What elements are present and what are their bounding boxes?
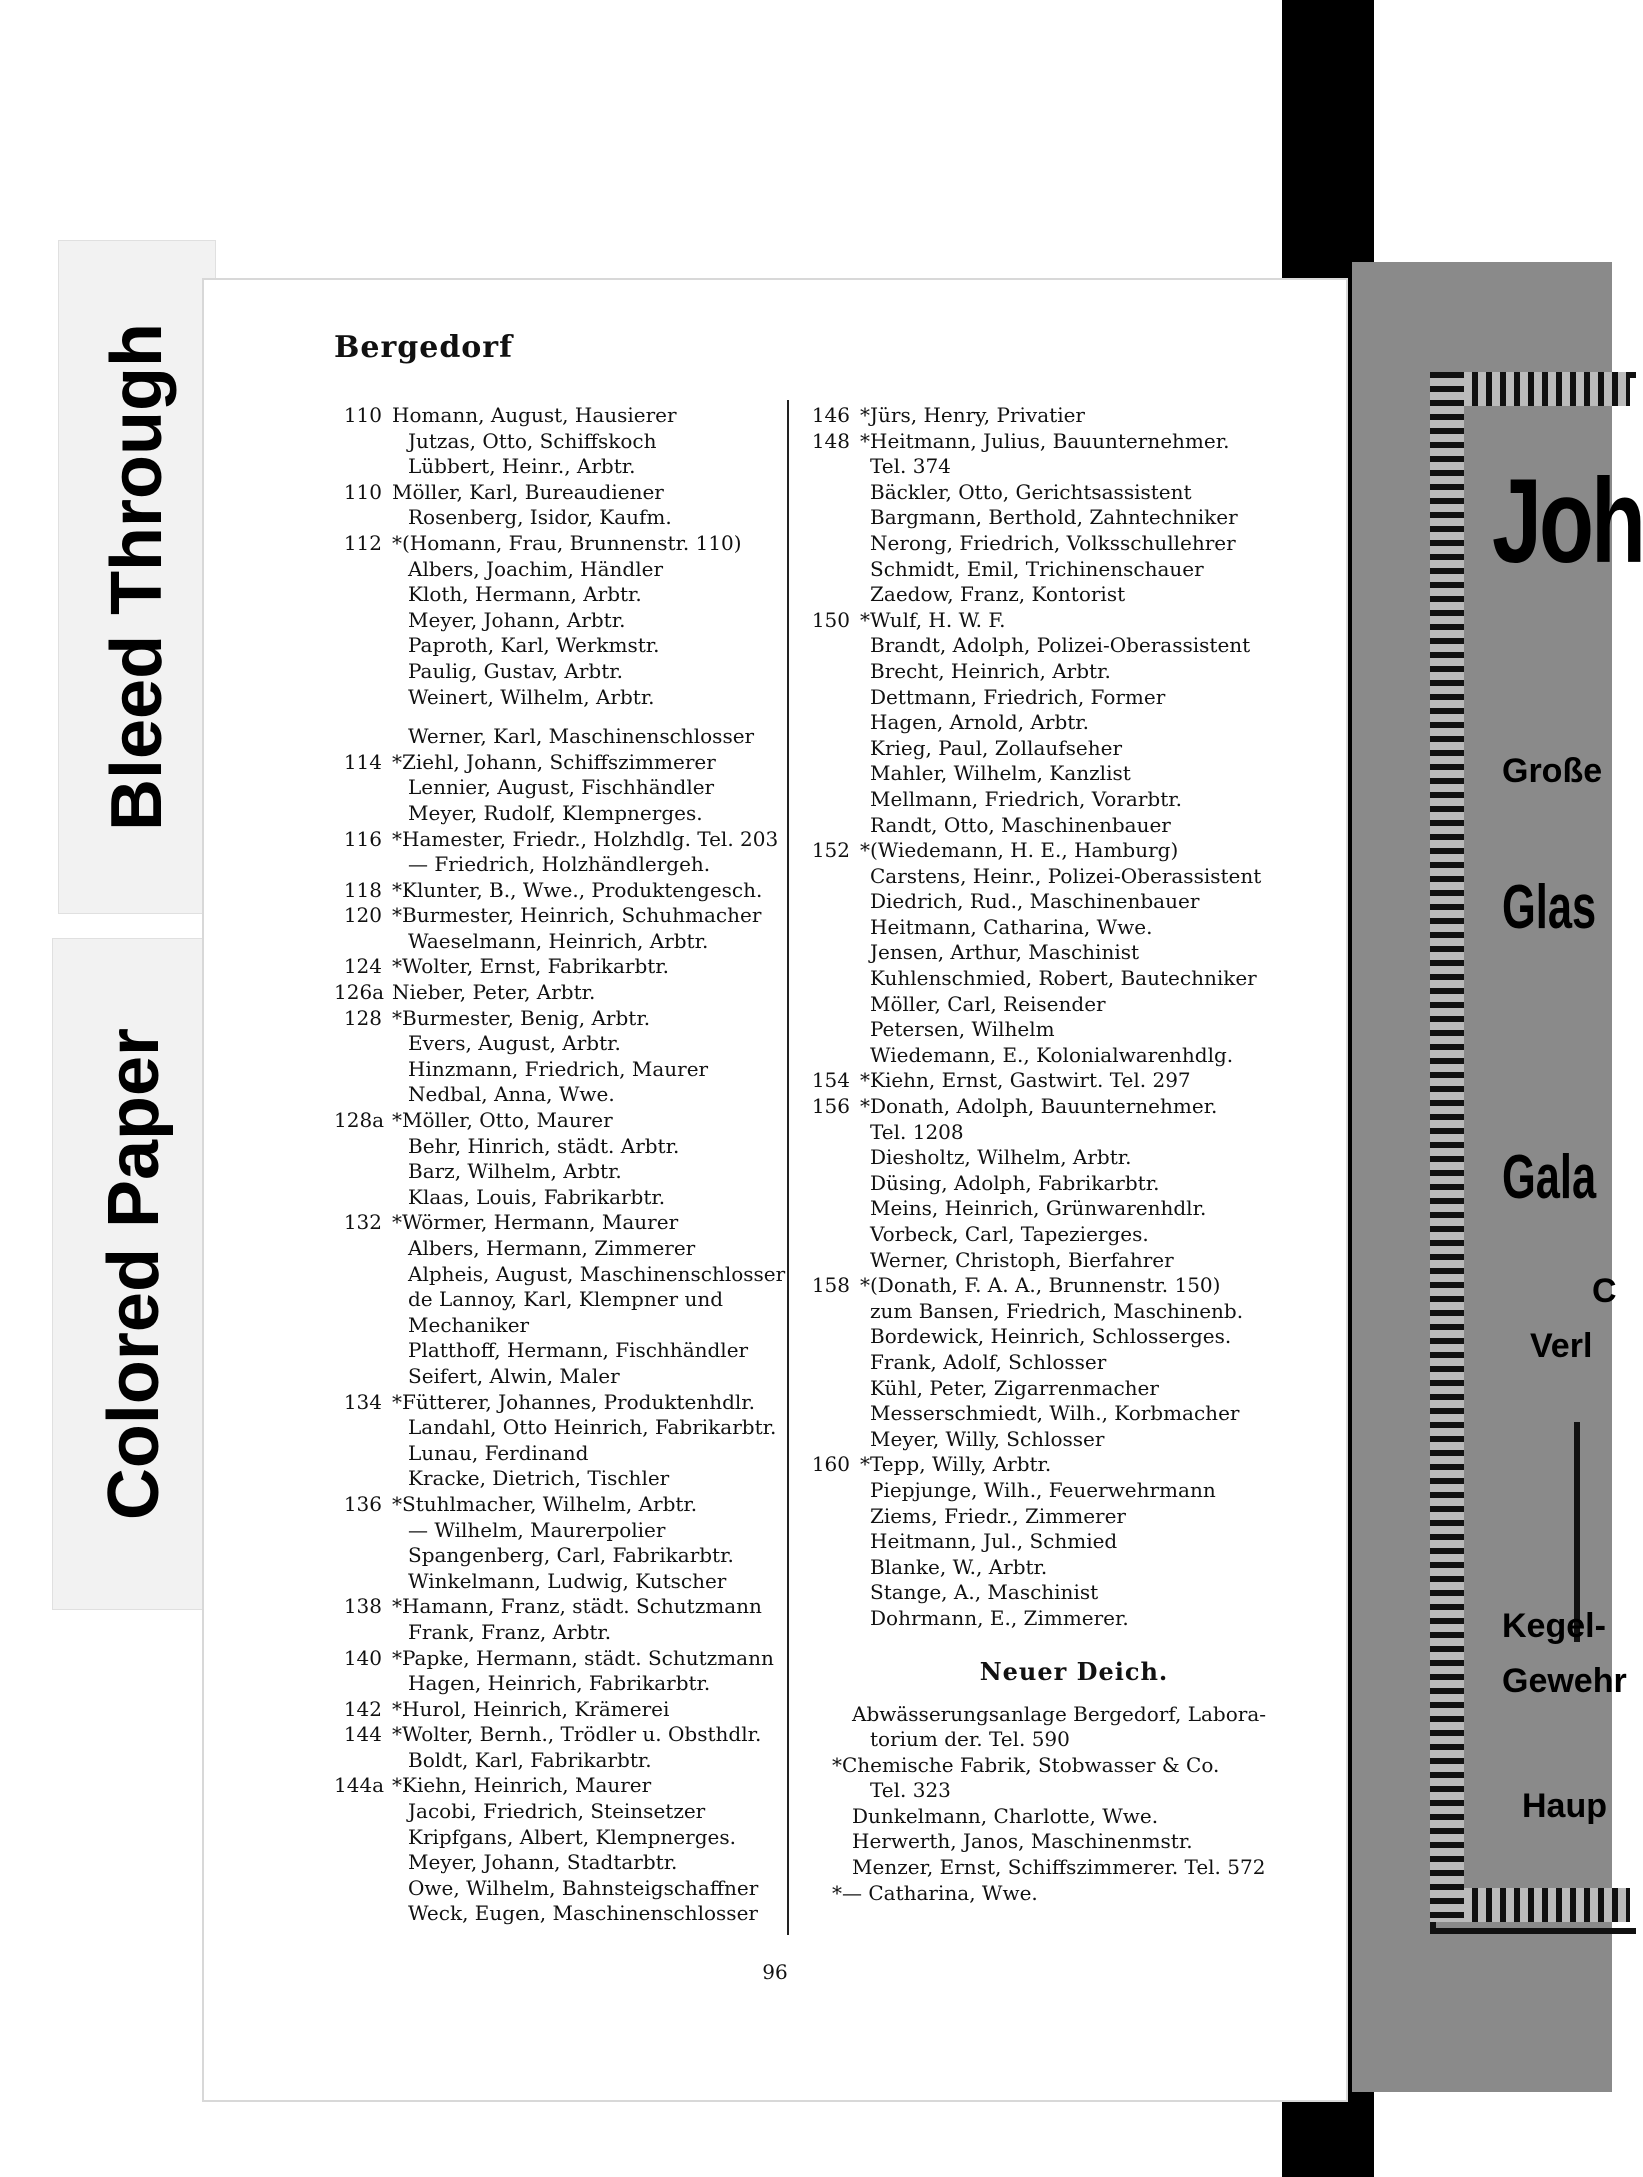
- entry-row: [804, 1376, 1324, 1402]
- entry-row: [804, 1171, 1324, 1197]
- resident-entry: Lennier, August, Fischhändler: [408, 775, 715, 800]
- entry-row: [334, 1082, 774, 1108]
- entry-row: [334, 685, 774, 711]
- entry-row: [804, 813, 1324, 839]
- neighbor-fragment: Große: [1502, 752, 1603, 790]
- resident-entry: Vorbeck, Carl, Tapezierges.: [870, 1222, 1149, 1246]
- entry-row: [804, 736, 1324, 762]
- resident-entry: Brandt, Adolph, Polizei-Oberassistent: [870, 633, 1251, 658]
- resident-entry: Barz, Wilhelm, Arbtr.: [408, 1159, 622, 1184]
- resident-entry: *Hamann, Franz, städt. Schutzmann: [392, 1594, 762, 1619]
- entry-row: [334, 852, 774, 878]
- resident-entry: *(Wiedemann, H. E., Hamburg): [860, 838, 1179, 863]
- resident-entry: Owe, Wilhelm, Bahnsteigschaffner: [408, 1875, 759, 1900]
- entry-row: [804, 1606, 1324, 1632]
- resident-entry: *Donath, Adolph, Bauunternehmer.: [860, 1094, 1218, 1119]
- house-number: 142: [343, 1696, 382, 1721]
- entry-row: [334, 1390, 774, 1416]
- resident-entry: Homann, August, Hausierer: [392, 403, 677, 427]
- resident-entry: Kühl, Peter, Zigarrenmacher: [870, 1375, 1159, 1400]
- resident-entry: *Hamester, Friedr., Holzhdlg. Tel. 203: [392, 826, 779, 851]
- resident-entry: Platthoff, Hermann, Fischhändler: [408, 1338, 749, 1363]
- entry-row: [334, 403, 774, 429]
- business-entry: Herwerth, Janos, Maschinenmstr.: [852, 1829, 1193, 1854]
- entry-row: [804, 1401, 1324, 1427]
- resident-entry: Zaedow, Franz, Kontorist: [870, 582, 1126, 607]
- entry-row: [804, 1068, 1324, 1094]
- entry-row: [334, 1876, 774, 1902]
- entry-row: [804, 864, 1324, 890]
- resident-entry: *Wulf, H. W. F.: [860, 607, 1006, 632]
- entry-row: [334, 1261, 786, 1288]
- business-entry: Menzer, Ernst, Schiffszimmerer. Tel. 572: [852, 1855, 1266, 1880]
- entry-row: [334, 633, 774, 659]
- entry-row: [334, 480, 774, 506]
- business-entry: Dunkelmann, Charlotte, Wwe.: [852, 1803, 1159, 1828]
- house-number: 112: [343, 530, 382, 555]
- resident-entry: Dohrmann, E., Zimmerer.: [870, 1605, 1129, 1630]
- house-number: 134: [343, 1389, 382, 1414]
- resident-entry: Winkelmann, Ludwig, Kutscher: [408, 1568, 727, 1593]
- resident-entry: Hagen, Arnold, Arbtr.: [870, 710, 1090, 735]
- entry-row: [334, 1825, 774, 1851]
- entry-row: [804, 1427, 1324, 1453]
- entry-row: [804, 1299, 1324, 1325]
- entry-row: [804, 1778, 1324, 1804]
- entry-row: [334, 954, 774, 980]
- resident-entry: Bargmann, Berthold, Zahntechniker: [870, 505, 1238, 530]
- resident-entry: Randt, Otto, Maschinenbauer: [870, 812, 1171, 837]
- resident-entry: Krieg, Paul, Zollaufseher: [870, 735, 1123, 760]
- entry-row: [804, 1555, 1324, 1581]
- entry-row: [334, 1748, 774, 1774]
- resident-entry: Rosenberg, Isidor, Kaufm.: [408, 505, 672, 530]
- left-column: [334, 403, 786, 1927]
- resident-entry: Kripfgans, Albert, Klempnerges.: [408, 1824, 736, 1849]
- entry-row: [334, 1671, 774, 1697]
- resident-entry: *Wolter, Bernh., Trödler u. Obsthdlr.: [392, 1722, 762, 1747]
- resident-entry: Düsing, Adolph, Fabrikarbtr.: [870, 1170, 1160, 1195]
- entry-row: [804, 1248, 1324, 1274]
- resident-entry: — Friedrich, Holzhändlergeh.: [408, 852, 711, 877]
- entry-row: [334, 1594, 774, 1620]
- resident-entry: Spangenberg, Carl, Fabrikarbtr.: [408, 1543, 734, 1568]
- entry-row: [334, 1057, 774, 1083]
- house-number: 140: [343, 1645, 382, 1670]
- entry-row: [804, 1324, 1324, 1350]
- house-number: 152: [811, 838, 850, 863]
- entry-row: [804, 1727, 1324, 1753]
- entry-row: [804, 710, 1324, 736]
- entry-row: [804, 659, 1324, 685]
- house-number: 118: [343, 877, 382, 902]
- entry-row: [804, 582, 1324, 608]
- resident-entry: Weck, Eugen, Maschinenschlosser: [408, 1901, 758, 1926]
- house-number: 128a: [334, 1108, 385, 1133]
- resident-entry: Petersen, Wilhelm: [870, 1017, 1055, 1042]
- entry-row: [334, 750, 774, 776]
- entry-row: [334, 1415, 777, 1441]
- right-column: [804, 403, 1324, 1906]
- resident-entry: Mahler, Wilhelm, Kanzlist: [870, 761, 1131, 786]
- page-header: Bergedorf: [334, 330, 514, 365]
- resident-entry: Dettmann, Friedrich, Former: [870, 684, 1166, 709]
- entry-row: [334, 980, 774, 1006]
- entry-row: [334, 1159, 774, 1185]
- house-number: 138: [343, 1594, 382, 1619]
- entry-row: [334, 1134, 774, 1160]
- neighbor-fragment: Gala: [1502, 1143, 1597, 1212]
- house-number: 110: [343, 403, 382, 427]
- house-number: 144a: [334, 1773, 385, 1798]
- entry-row: [334, 1313, 774, 1339]
- entry-row: [804, 1529, 1324, 1555]
- entry-row: [804, 1222, 1324, 1248]
- house-number: 128: [343, 1005, 382, 1030]
- entry-row: [804, 787, 1324, 813]
- resident-entry: Ziems, Friedr., Zimmerer: [870, 1503, 1126, 1528]
- entry-row: [804, 403, 1324, 429]
- resident-entry: Bordewick, Heinrich, Schlosserges.: [870, 1324, 1232, 1349]
- resident-entry: Kuhlenschmied, Robert, Bautechniker: [870, 966, 1257, 991]
- entry-row: [334, 454, 774, 480]
- entry-row: [334, 1185, 774, 1211]
- resident-entry: Evers, August, Arbtr.: [408, 1031, 621, 1056]
- entry-row: [334, 724, 774, 750]
- entry-row: [334, 1518, 774, 1544]
- directory-page: [204, 280, 1346, 2100]
- entry-row: [804, 1017, 1324, 1043]
- entry-row: [334, 1646, 774, 1672]
- resident-entry: Schmidt, Emil, Trichinenschauer: [870, 556, 1204, 581]
- resident-entry: Mellmann, Friedrich, Vorarbtr.: [870, 786, 1182, 811]
- resident-entry: Mechaniker: [408, 1312, 530, 1337]
- resident-entry: Meyer, Johann, Stadtarbtr.: [408, 1850, 678, 1875]
- house-number: 124: [343, 954, 382, 979]
- resident-entry: Lunau, Ferdinand: [408, 1440, 589, 1465]
- house-number: 136: [343, 1491, 382, 1516]
- entry-row: [804, 429, 1324, 455]
- business-entry: torium der. Tel. 590: [870, 1727, 1070, 1752]
- business-entry: Abwässerungsanlage Bergedorf, Labora-: [852, 1701, 1266, 1726]
- resident-entry: *Wörmer, Hermann, Maurer: [392, 1210, 679, 1235]
- neighbor-fragment: Gewehr: [1502, 1662, 1627, 1700]
- entry-row: [334, 1441, 774, 1467]
- entry-row: [804, 633, 1324, 659]
- business-entry: *— Catharina, Wwe.: [832, 1880, 1038, 1905]
- entry-row: [804, 557, 1324, 583]
- entry-row: [334, 1799, 774, 1825]
- resident-entry: Meyer, Johann, Arbtr.: [408, 607, 626, 632]
- entry-row: [334, 1697, 774, 1723]
- entry-row: [804, 685, 1324, 711]
- resident-entry: zum Bansen, Friedrich, Maschinenb.: [870, 1298, 1244, 1323]
- resident-entry: Nedbal, Anna, Wwe.: [408, 1082, 615, 1107]
- entry-row: [804, 531, 1324, 557]
- neighbor-fragment: Verl: [1530, 1327, 1593, 1365]
- entry-row: [804, 1753, 1324, 1779]
- resident-entry: *Burmester, Benig, Arbtr.: [392, 1005, 651, 1030]
- entry-row: [804, 889, 1324, 915]
- entry-row: [334, 429, 774, 455]
- neighbor-fragment: Haup: [1522, 1787, 1607, 1825]
- ornament-border-left: [1430, 372, 1464, 1922]
- entry-row: [334, 659, 774, 685]
- resident-entry: Heitmann, Catharina, Wwe.: [870, 914, 1153, 939]
- entry-row: [804, 1196, 1324, 1222]
- resident-entry: Möller, Carl, Reisender: [870, 991, 1106, 1016]
- resident-entry: Diesholtz, Wilhelm, Arbtr.: [870, 1145, 1132, 1170]
- entry-row: [334, 1492, 774, 1518]
- resident-entry: *(Homann, Frau, Brunnenstr. 110): [392, 530, 742, 555]
- entry-row: [804, 1855, 1324, 1881]
- house-number: 144: [343, 1722, 382, 1747]
- entry-row: [334, 1338, 774, 1364]
- entry-row: [804, 1478, 1324, 1504]
- entry-row: [804, 454, 1324, 480]
- resident-entry: Landahl, Otto Heinrich, Fabrikarbtr.: [408, 1415, 777, 1440]
- entry-row: [804, 1452, 1324, 1478]
- entry-row: [334, 826, 779, 853]
- resident-entry: Nieber, Peter, Arbtr.: [392, 980, 596, 1005]
- entry-row: [804, 1829, 1324, 1855]
- entry-row: [334, 1569, 774, 1595]
- bleed-through-text: Bleed Through: [97, 323, 177, 831]
- resident-entry: Seifert, Alwin, Maler: [408, 1363, 620, 1388]
- entry-row: [804, 1120, 1324, 1146]
- entry-row: [804, 1043, 1324, 1069]
- resident-entry: Wiedemann, E., Kolonialwarenhdlg.: [870, 1042, 1234, 1067]
- resident-entry: Bäckler, Otto, Gerichtsassistent: [870, 479, 1192, 504]
- entry-row: [334, 878, 774, 904]
- house-number: 160: [811, 1452, 850, 1477]
- bleed-through-label: [58, 240, 216, 914]
- resident-entry: *Ziehl, Johann, Schiffszimmerer: [392, 749, 716, 774]
- colored-paper-label: [52, 938, 216, 1610]
- resident-entry: *Papke, Hermann, städt. Schutzmann: [392, 1645, 774, 1670]
- house-number: 146: [811, 403, 850, 427]
- resident-entry: Jensen, Arthur, Maschinist: [870, 940, 1140, 965]
- resident-entry: — Wilhelm, Maurerpolier: [408, 1517, 666, 1542]
- resident-entry: *Wolter, Ernst, Fabrikarbtr.: [392, 954, 670, 979]
- entry-row: [804, 1273, 1324, 1299]
- resident-entry: Meyer, Rudolf, Klempnerges.: [408, 800, 703, 825]
- entry-row: [334, 1236, 774, 1262]
- resident-entry: Frank, Franz, Arbtr.: [408, 1619, 612, 1644]
- entry-row: [804, 1350, 1324, 1376]
- resident-entry: Blanke, W., Arbtr.: [870, 1554, 1048, 1579]
- resident-entry: Frank, Adolf, Schlosser: [870, 1349, 1107, 1374]
- entry-row: [804, 1504, 1324, 1530]
- resident-entry: Klaas, Louis, Fabrikarbtr.: [408, 1184, 666, 1209]
- entry-row: [334, 582, 774, 608]
- entry-row: [334, 1901, 774, 1927]
- house-number: 110: [343, 479, 382, 504]
- resident-entry: Hinzmann, Friedrich, Maurer: [408, 1056, 709, 1081]
- resident-entry: Möller, Karl, Bureaudiener: [392, 479, 664, 504]
- entry-row: [334, 1287, 774, 1313]
- entry-row: [334, 531, 774, 557]
- resident-entry: *Fütterer, Johannes, Produktenhdlr.: [392, 1389, 755, 1414]
- neighbor-fragment: Kegel-: [1502, 1607, 1606, 1645]
- entry-row: [334, 1543, 774, 1569]
- entry-row: [334, 903, 774, 929]
- resident-entry: Behr, Hinrich, städt. Arbtr.: [408, 1133, 680, 1158]
- resident-entry: *Kiehn, Ernst, Gastwirt. Tel. 297: [860, 1068, 1191, 1093]
- entry-row: [334, 1722, 774, 1748]
- resident-entry: Albers, Joachim, Händler: [408, 556, 663, 581]
- entry-row: [804, 1145, 1324, 1171]
- entry-row: [804, 838, 1324, 864]
- resident-entry: Piepjunge, Wilh., Feuerwehrmann: [870, 1477, 1216, 1502]
- entry-row: [804, 505, 1324, 531]
- entry-row: [804, 915, 1324, 941]
- neighbor-fragment: Joh: [1492, 454, 1643, 588]
- resident-entry: Alpheis, August, Maschinenschlosser: [408, 1261, 786, 1286]
- column-divider: [787, 400, 789, 1935]
- colored-paper-text: Colored Paper: [94, 1027, 174, 1521]
- resident-entry: Carstens, Heinr., Polizei-Oberassistent: [870, 863, 1262, 888]
- resident-entry: Weinert, Wilhelm, Arbtr.: [408, 684, 655, 709]
- entry-row: [334, 557, 774, 583]
- house-number: 150: [811, 607, 850, 632]
- resident-entry: Brecht, Heinrich, Arbtr.: [870, 658, 1111, 683]
- entry-row: [334, 929, 774, 955]
- resident-entry: Jutzas, Otto, Schiffskoch: [408, 428, 657, 453]
- resident-entry: Jacobi, Friedrich, Steinsetzer: [408, 1799, 706, 1824]
- resident-entry: Waeselmann, Heinrich, Arbtr.: [408, 928, 709, 953]
- resident-entry: Hagen, Heinrich, Fabrikarbtr.: [408, 1671, 711, 1696]
- house-number: 116: [343, 826, 382, 851]
- entry-row: [334, 775, 774, 801]
- entry-row: [804, 966, 1324, 992]
- entry-row: [804, 1580, 1324, 1606]
- resident-entry: *Stuhlmacher, Wilhelm, Arbtr.: [392, 1491, 698, 1516]
- resident-entry: *Burmester, Heinrich, Schuhmacher: [392, 903, 762, 928]
- entry-row: [334, 505, 774, 531]
- resident-entry: *Jürs, Henry, Privatier: [860, 403, 1085, 427]
- resident-entry: Tel. 1208: [870, 1119, 964, 1144]
- resident-entry: *Heitmann, Julius, Bauunternehmer.: [860, 428, 1230, 453]
- resident-entry: Werner, Christoph, Bierfahrer: [870, 1247, 1174, 1272]
- house-number: 120: [343, 903, 382, 928]
- entry-row: [804, 940, 1324, 966]
- resident-entry: *Tepp, Willy, Arbtr.: [860, 1452, 1052, 1477]
- page-number: 96: [762, 1960, 788, 1984]
- entry-row: [334, 1466, 774, 1492]
- resident-entry: Albers, Hermann, Zimmerer: [408, 1236, 696, 1260]
- resident-entry: Paulig, Gustav, Arbtr.: [408, 658, 623, 683]
- resident-entry: *Hurol, Heinrich, Krämerei: [392, 1696, 670, 1721]
- house-number: 148: [811, 428, 850, 453]
- resident-entry: *Kiehn, Heinrich, Maurer: [392, 1773, 652, 1798]
- resident-entry: Paproth, Karl, Werkmstr.: [408, 633, 660, 658]
- entry-row: [334, 1210, 774, 1236]
- entry-row: [804, 480, 1324, 506]
- section-title: Neuer Deich.: [979, 1656, 1169, 1686]
- entry-row: [334, 1773, 774, 1799]
- house-number: 158: [811, 1273, 850, 1298]
- entry-row: [334, 1620, 774, 1646]
- resident-entry: Boldt, Karl, Fabrikarbtr.: [408, 1747, 652, 1772]
- entry-row: [334, 608, 774, 634]
- entry-row: [334, 1364, 774, 1390]
- resident-entry: de Lannoy, Karl, Klempner und: [408, 1287, 724, 1312]
- resident-entry: *(Donath, F. A. A., Brunnenstr. 150): [860, 1273, 1221, 1298]
- resident-entry: Heitmann, Jul., Schmied: [870, 1529, 1118, 1554]
- entry-row: [804, 1804, 1324, 1830]
- resident-entry: Messerschmiedt, Wilh., Korbmacher: [870, 1401, 1240, 1426]
- resident-entry: Meyer, Willy, Schlosser: [870, 1426, 1105, 1451]
- entry-row: [804, 1702, 1324, 1728]
- resident-entry: Werner, Karl, Maschinenschlosser: [408, 724, 755, 749]
- house-number: 154: [811, 1068, 850, 1093]
- resident-entry: Diedrich, Rud., Maschinenbauer: [870, 889, 1200, 914]
- entry-row: [804, 761, 1324, 787]
- entry-row: [334, 1006, 774, 1032]
- entry-row: [804, 1094, 1324, 1120]
- entry-row: [804, 992, 1324, 1018]
- house-number: 156: [811, 1094, 850, 1119]
- business-entry: Tel. 323: [870, 1778, 951, 1803]
- resident-entry: Meins, Heinrich, Grünwarenhdlr.: [870, 1196, 1207, 1221]
- house-number: 114: [343, 749, 382, 774]
- resident-entry: Stange, A., Maschinist: [870, 1580, 1099, 1605]
- resident-entry: *Möller, Otto, Maurer: [392, 1108, 613, 1133]
- neighbor-fragment: Glas: [1502, 873, 1597, 942]
- business-entry: *Chemische Fabrik, Stobwasser & Co.: [832, 1752, 1220, 1777]
- resident-entry: Nerong, Friedrich, Volksschullehrer: [870, 530, 1236, 555]
- resident-entry: Lübbert, Heinr., Arbtr.: [408, 454, 636, 479]
- resident-entry: *Klunter, B., Wwe., Produktengesch.: [392, 877, 763, 902]
- resident-entry: Kloth, Hermann, Arbtr.: [408, 582, 642, 607]
- entry-row: [804, 1881, 1324, 1907]
- house-number: 132: [343, 1210, 382, 1235]
- neighbor-page: [1352, 262, 1643, 2092]
- entry-row: [334, 1031, 774, 1057]
- neighbor-fragment: C: [1592, 1272, 1617, 1310]
- house-number: 126a: [334, 980, 385, 1005]
- entry-row: [334, 1108, 774, 1134]
- resident-entry: Tel. 374: [870, 454, 951, 479]
- resident-entry: Kracke, Dietrich, Tischler: [408, 1466, 670, 1491]
- entry-row: [334, 801, 774, 827]
- entry-row: [804, 608, 1324, 634]
- entry-row: [334, 1850, 774, 1876]
